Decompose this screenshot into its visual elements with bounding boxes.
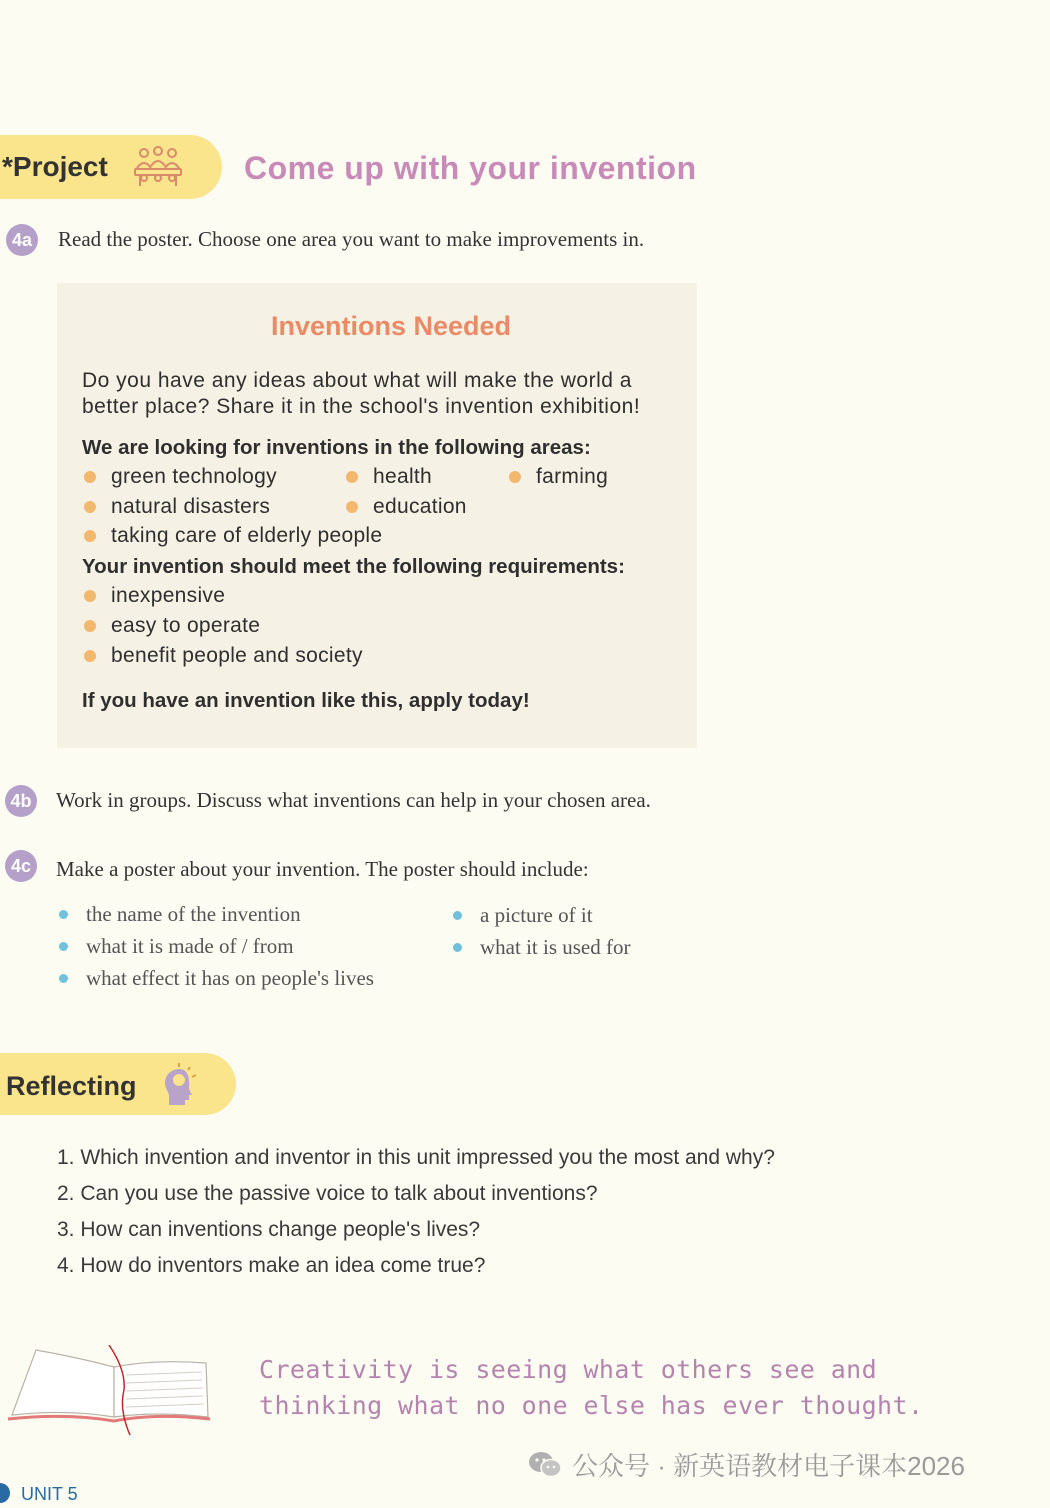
area-item: farming	[509, 465, 608, 489]
project-label: *Project	[2, 151, 108, 182]
area-item: health	[346, 465, 432, 489]
watermark	[528, 1446, 965, 1483]
bullet-dot	[84, 650, 96, 662]
bullet-dot	[84, 471, 96, 483]
poster-intro	[82, 368, 692, 420]
poster-requirement-item: what effect it has on people's lives	[59, 966, 374, 991]
reflecting-label: Reflecting	[6, 1071, 137, 1101]
poster-title: Inventions Needed	[271, 311, 512, 341]
watermark-text: 公众号 · 新英语教材电子课本2026	[572, 1451, 965, 1481]
poster-requirement-item: the name of the invention	[59, 902, 301, 927]
reflection-question: 4. How do inventors make an idea come true?	[57, 1254, 486, 1277]
wechat-icon	[528, 1451, 562, 1479]
poster-call-to-action: If you have an invention like this, apply today!	[82, 689, 530, 712]
requirement-item: inexpensive	[84, 584, 225, 608]
area-item: taking care of elderly people	[84, 524, 382, 548]
bullet-dot	[59, 910, 68, 919]
group-icon	[131, 146, 185, 188]
bullet-dot	[509, 471, 521, 483]
project-title: Come up with your invention	[244, 150, 697, 186]
areas-heading: We are looking for inventions in the following areas:	[82, 436, 591, 459]
bullet-dot	[84, 530, 96, 542]
instruction-4a: Read the poster. Choose one area you want to make improvements in.	[58, 227, 645, 251]
step-badge-4a: 4a	[6, 224, 38, 256]
area-item: natural disasters	[84, 495, 270, 519]
reflection-question: 3. How can inventions change people's lives?	[57, 1218, 481, 1241]
quote-line: thinking what no one else has ever thought.	[259, 1391, 924, 1420]
bullet-dot	[84, 620, 96, 632]
poster-intro-line: Do you have any ideas about what will make the world a	[82, 369, 632, 392]
area-item: green technology	[84, 465, 277, 489]
bullet-dot	[453, 943, 462, 952]
reflection-question: 2. Can you use the passive voice to talk about inventions?	[57, 1182, 598, 1205]
bullet-dot	[346, 501, 358, 513]
step-badge-4b: 4b	[5, 785, 37, 817]
requirements-heading: Your invention should meet the following requirements:	[82, 555, 625, 578]
open-book-icon	[6, 1345, 212, 1440]
bullet-dot	[59, 942, 68, 951]
lightbulb-head-icon	[160, 1061, 200, 1107]
bullet-dot	[453, 911, 462, 920]
step-badge-4c: 4c	[5, 850, 37, 882]
poster-intro-line: better place? Share it in the school's invention exhibition!	[82, 395, 641, 418]
reflection-question: 1. Which invention and inventor in this unit impressed you the most and why?	[57, 1146, 775, 1169]
poster-requirement-item: what it is made of / from	[59, 934, 294, 959]
poster-requirement-item: what it is used for	[453, 935, 630, 960]
requirement-item: benefit people and society	[84, 644, 363, 668]
bullet-dot	[84, 590, 96, 602]
quote-line: Creativity is seeing what others see and	[259, 1355, 878, 1384]
bullet-dot	[346, 471, 358, 483]
area-item: education	[346, 495, 467, 519]
instruction-4c: Make a poster about your invention. The poster should include:	[56, 857, 589, 881]
unit-marker	[0, 1483, 10, 1503]
instruction-4b: Work in groups. Discuss what inventions can help in your chosen area.	[56, 788, 651, 812]
quote	[259, 1352, 923, 1424]
bullet-dot	[59, 974, 68, 983]
requirement-item: easy to operate	[84, 614, 260, 638]
bullet-dot	[84, 501, 96, 513]
poster-requirement-item: a picture of it	[453, 903, 593, 928]
unit-label: UNIT 5	[21, 1484, 78, 1504]
